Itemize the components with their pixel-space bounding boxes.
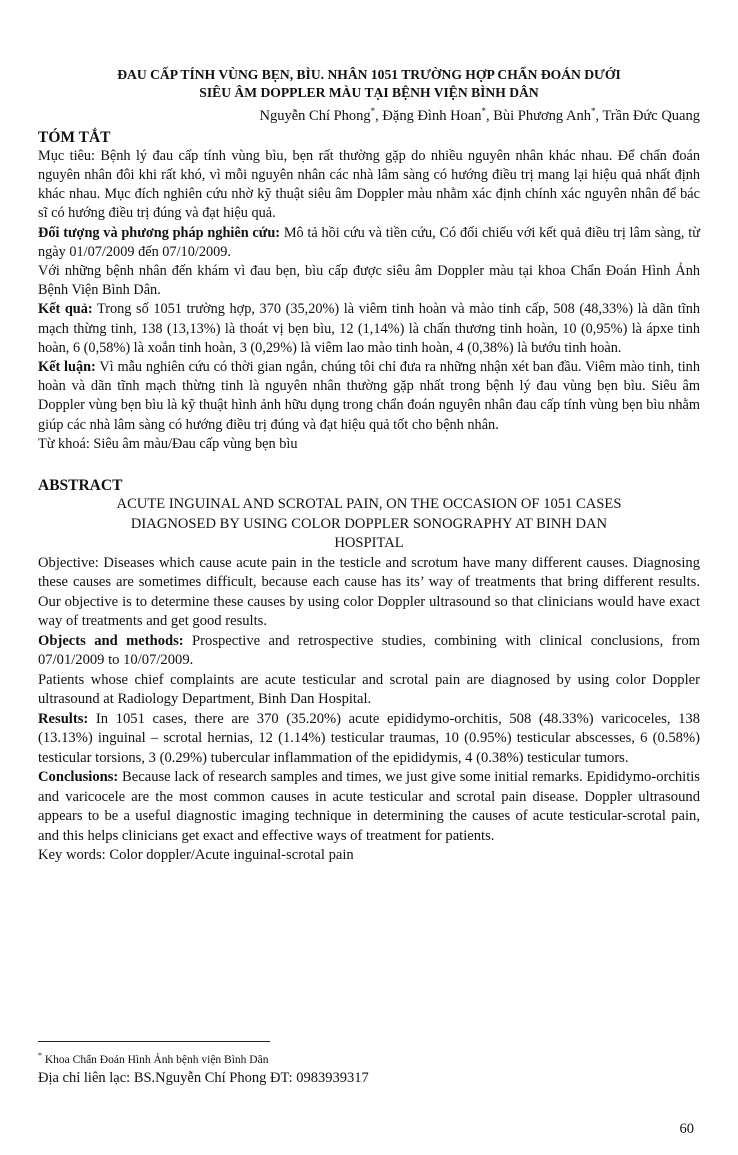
- vn-patients: Với những bệnh nhân đến khám vì đau bẹn, bìu cấp được siêu âm Doppler màu tại khoa Chẩn Đoán Hình Ảnh Bệnh Viện Bình Dân.: [38, 263, 700, 299]
- en-methods-label: Objects and methods:: [38, 632, 184, 649]
- vn-conclusion: [38, 358, 700, 435]
- section-gap: [38, 454, 700, 476]
- en-title-line3: HOSPITAL: [334, 535, 404, 552]
- vn-results-text: Trong số 1051 trường hợp, 370 (35,20%) là viêm tinh hoàn và mào tinh cấp, 508 (48,33%) là dãn tĩnh mạch thừng tinh, 138 (13,13%) là thoát vị bẹn bìu, 12 (1,14%) là chấn thương tinh hoàn, 10 (0,95%) là ápxe tinh hoàn, 6 (0,58%) là xoắn tinh hoàn, 3 (0,29%) là viêm lao mào tinh hoàn, 4 (0,38%) là bướu tinh hoàn.: [38, 301, 700, 356]
- abstract-heading: ABSTRACT: [38, 477, 123, 495]
- en-keywords: Key words: Color doppler/Acute inguinal-scrotal pain: [38, 847, 354, 864]
- author-separator: ,: [485, 107, 494, 124]
- en-title: [38, 495, 700, 554]
- vn-keywords: Từ khoá: Siêu âm màu/Đau cấp vùng bẹn bìu: [38, 435, 298, 452]
- vn-objective: Mục tiêu: Bệnh lý đau cấp tính vùng bìu, bẹn rất thường gặp do nhiều nguyên nhân khác nhau. Để chẩn đoán nguyên nhân đôi khi rất khó, vì mỗi nguyên nhân các nhà lâm sàng có hướng điều trị mang lại hiệu quả nhất định khác nhau. Mục đích nghiên cứu nhờ kỹ thuật siêu âm Doppler màu nhằm xác định chính xác nguyên nhân để bác sĩ có hướng điều trị đúng và đạt hiệu quả.: [38, 147, 700, 222]
- en-results: [38, 710, 700, 769]
- author: Bùi Phương Anh: [493, 107, 591, 124]
- footnote-rule: [38, 1041, 270, 1042]
- vn-methods: [38, 224, 700, 262]
- vn-methods-text: Mô tả hồi cứu và tiền cứu, Có đối chiếu với kết quả điều trị lâm sàng, từ ngày 01/07/2009 đến 07/10/2009.: [38, 224, 700, 260]
- english-abstract: [38, 476, 700, 866]
- vn-title-line1: ĐAU CẤP TÍNH VÙNG BẸN, BÌU. NHÂN 1051 TRƯỜNG HỢP CHẨN ĐOÁN DƯỚI: [117, 67, 621, 82]
- en-methods-text: Prospective and retrospective studies, combining with clinical conclusions, from 07/01/2009 to 10/07/2009.: [38, 632, 700, 669]
- en-results-text: In 1051 cases, there are 370 (35.20%) acute epididymo-orchitis, 508 (48.33%) varicoceles, 138 (13.13%) inguinal – scrotal hernias, 12 (1.14%) testicular traumas, 10 (0.95%) testicular abscesses, 6 (0.58%) testicular torsions, 3 (0.29%) tubercular inflammation of the epididymis, 4 (0.38%) testicular tumors.: [38, 710, 700, 766]
- article-page: [38, 66, 700, 866]
- en-results-label: Results:: [38, 710, 89, 727]
- page-number: 60: [679, 1121, 694, 1137]
- author-mark: *: [590, 106, 596, 116]
- en-title-line2: DIAGNOSED BY USING COLOR DOPPLER SONOGRAPHY AT BINH DAN: [130, 515, 608, 532]
- author-separator: ,: [595, 107, 603, 124]
- author-mark: *: [481, 106, 486, 116]
- contact-info: Địa chỉ liên lạc: BS.Nguyễn Chí Phong ĐT: 0983939317: [38, 1070, 369, 1086]
- en-patients: Patients whose chief complaints are acute testicular and scrotal pain are diagnosed by using color Doppler ultrasound at Radiology Department, Binh Dan Hospital.: [38, 671, 700, 708]
- author-mark: *: [370, 106, 376, 116]
- author: Nguyễn Chí Phong: [259, 107, 371, 124]
- footnote: [38, 1048, 700, 1068]
- summary-heading: TÓM TẮT: [38, 128, 111, 146]
- en-methods: [38, 632, 700, 671]
- vn-title: [38, 66, 700, 102]
- en-conclusions: [38, 768, 700, 846]
- vn-conclusion-label: Kết luận:: [38, 359, 96, 376]
- author: Trần Đức Quang: [602, 107, 700, 124]
- vn-results-label: Kết quả:: [38, 301, 93, 318]
- author-list: [38, 102, 700, 126]
- en-objective: Objective: Diseases which cause acute pain in the testicle and scrotum have many different causes. Diagnosing these causes are sometimes difficult, because each cause has its’ way of treatments that bring different results. Our objective is to determine these causes by using color Doppler ultrasound so that clinicians would have exact way of treatments and get good results.: [38, 554, 700, 630]
- en-conclusions-text: Because lack of research samples and times, we just give some initial remarks. Epididymo-orchitis and varicocele are the most common causes in acute testicular and scrotal pain disease. Doppler ultrasound appears to be a useful diagnostic imaging technique in determining the causes of acute testicular-scrotal pain, and this helps clinicians get exact and effective ways of treatment for patients.: [38, 769, 700, 844]
- vn-methods-label: Đối tượng và phương pháp nghiên cứu:: [38, 224, 281, 241]
- en-title-line1: ACUTE INGUINAL AND SCROTAL PAIN, ON THE OCCASION OF 1051 CASES: [116, 496, 622, 513]
- vn-conclusion-text: Vì mẫu nghiên cứu có thời gian ngắn, chúng tôi chỉ đưa ra những nhận xét ban đầu. Viêm mào tinh, tinh hoàn và dãn tĩnh mạch thừng tinh là nguyên nhân thường gặp nhất trong bệnh lý đau vùng bẹn bìu. Siêu âm Doppler vùng bẹn bìu là kỹ thuật hình ảnh hữu dụng trong chẩn đoán nguyên nhân đau cấp tính vùng bẹn bìu nhằm giúp các nhà lâm sàng có hướng điều trị đúng và đạt hiệu quả tốt cho bệnh nhân.: [38, 359, 700, 433]
- vn-title-line2: SIÊU ÂM DOPPLER MÀU TẠI BỆNH VIỆN BÌNH DÂN: [199, 85, 539, 100]
- footnote-mark: *: [38, 1051, 42, 1060]
- author-separator: ,: [375, 107, 383, 124]
- footnote-text: Khoa Chẩn Đoán Hình Ảnh bệnh viện Bình Dân: [42, 1053, 269, 1066]
- vn-results: [38, 300, 700, 358]
- author: Đặng Đình Hoan: [382, 107, 482, 124]
- en-conclusions-label: Conclusions:: [38, 769, 119, 786]
